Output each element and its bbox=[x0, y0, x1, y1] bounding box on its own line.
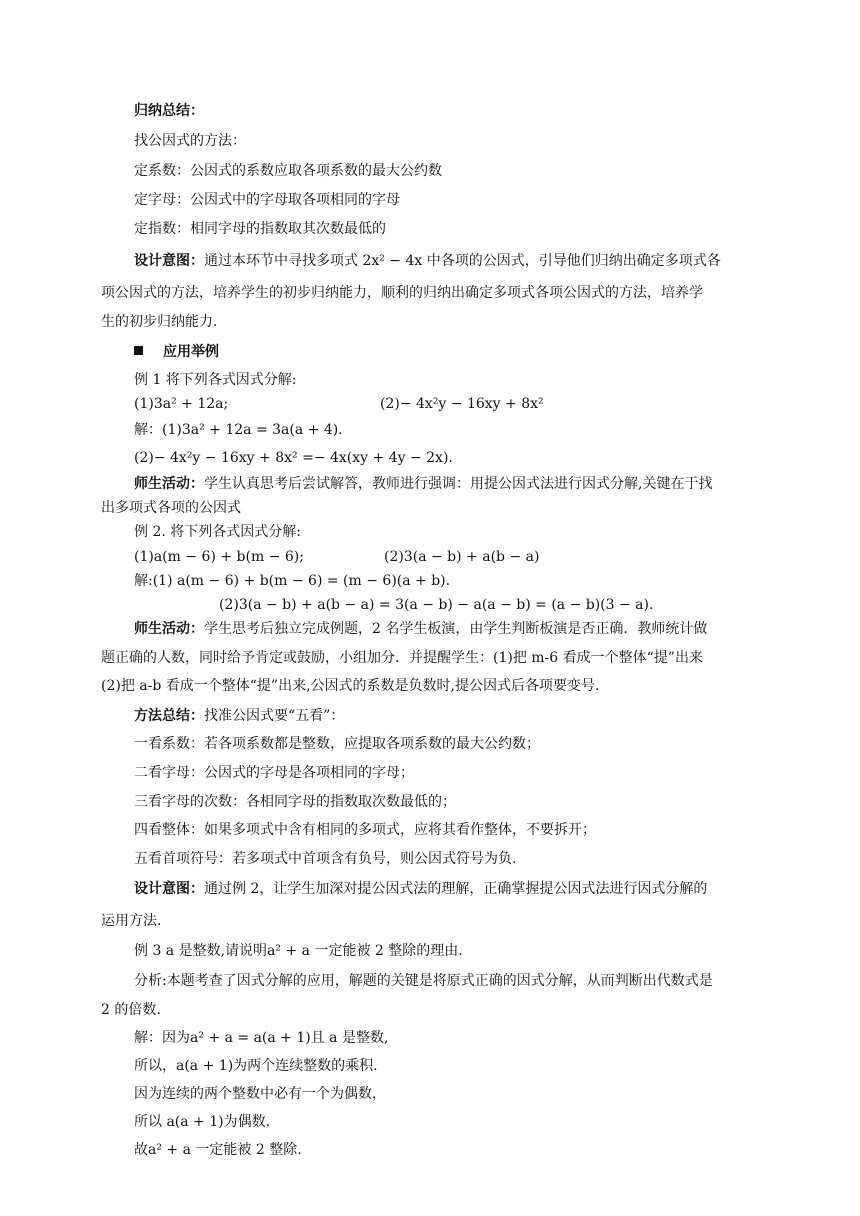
example3-solution5: 故a² + a 一定能被 2 整除. bbox=[134, 1142, 302, 1158]
method-item-4: 四看整体：如果多项式中含有相同的多项式，应将其看作整体，不要拆开； bbox=[134, 822, 596, 838]
example3-solution3: 因为连续的两个整数中必有一个为偶数， bbox=[134, 1086, 386, 1102]
example1-solution1: 解：(1)3a² + 12a = 3a(a + 4). bbox=[134, 422, 343, 438]
activity2-line3: (2)把 a-b 看成一个整体“提”出来,公因式的系数是负数时,提公因式后各项要变号. bbox=[101, 678, 600, 694]
activity-label: 师生活动： bbox=[134, 621, 204, 637]
design-intent-label: 设计意图： bbox=[134, 253, 204, 269]
square-bullet-icon bbox=[134, 346, 143, 355]
example1-q1: (1)3a² + 12a; bbox=[134, 396, 229, 412]
activity2-line2: 题正确的人数，同时给予肯定或鼓励，小组加分．并提醒学生：(1)把 m-6 看成一个整体“提”出来 bbox=[101, 650, 703, 666]
example3-analysis-line1: 分析:本题考查了因式分解的应用，解题的关键是将原式正确的因式分解，从而判断出代数式是 bbox=[134, 973, 713, 989]
example2-title: 例 2. 将下列各式因式分解: bbox=[134, 524, 301, 540]
example1-solution2: (2)− 4x²y − 16xy + 8x² =− 4x(xy + 4y − 2x). bbox=[134, 450, 453, 466]
design-intent-1-line3: 生的初步归纳能力. bbox=[101, 314, 218, 330]
example2-solution1: 解:(1) a(m − 6) + b(m − 6) = (m − 6)(a + b). bbox=[134, 573, 451, 589]
example3-solution4: 所以 a(a + 1)为偶数. bbox=[134, 1114, 271, 1130]
design-intent-2-line1: 设计意图：通过例 2，让学生加深对提公因式法的理解，正确掌握提公因式法进行因式分解的 bbox=[134, 881, 708, 897]
example3-solution2: 所以，a(a + 1)为两个连续整数的乘积. bbox=[134, 1058, 378, 1074]
design-intent-1-line2: 项公因式的方法，培养学生的初步归纳能力，顺利的归纳出确定多项式各项公因式的方法，培养学 bbox=[101, 285, 703, 301]
activity2-line1: 师生活动：学生思考后独立完成例题，2 名学生板演，由学生判断板演是否正确．教师统计做 bbox=[134, 621, 708, 637]
method-summary-line: 方法总结：找准公因式要“五看”： bbox=[134, 708, 345, 724]
activity1-line2: 出多项式各项的公因式 bbox=[101, 500, 241, 516]
method-label: 方法总结： bbox=[134, 708, 204, 724]
example3-title: 例 3 a 是整数,请说明a² + a 一定能被 2 整除的理由. bbox=[134, 943, 463, 959]
example2-q1: (1)a(m − 6) + b(m − 6); bbox=[134, 549, 304, 565]
summary-rule-exponent: 定指数：相同字母的指数取其次数最低的 bbox=[134, 221, 386, 237]
example1-title: 例 1 将下列各式因式分解: bbox=[134, 372, 297, 388]
example3-solution1: 解：因为a² + a = a(a + 1)且 a 是整数, bbox=[134, 1030, 389, 1046]
example1-q2: (2)− 4x²y − 16xy + 8x² bbox=[380, 396, 544, 412]
summary-heading: 归纳总结： bbox=[134, 103, 204, 119]
method-item-3: 三看字母的次数：各相同字母的指数取次数最低的； bbox=[134, 794, 456, 810]
design-intent-label: 设计意图： bbox=[134, 881, 204, 897]
example2-solution2: (2)3(a − b) + a(b − a) = 3(a − b) − a(a − b) = (a − b)(3 − a). bbox=[219, 597, 654, 613]
summary-rule-coefficient: 定系数：公因式的系数应取各项系数的最大公约数 bbox=[134, 163, 442, 179]
method-item-1: 一看系数：若各项系数都是整数，应提取各项系数的最大公约数； bbox=[134, 736, 540, 752]
summary-rule-letter: 定字母：公因式中的字母取各项相同的字母 bbox=[134, 192, 400, 208]
activity1-line1: 师生活动：学生认真思考后尝试解答，教师进行强调：用提公因式法进行因式分解,关键在于找 bbox=[134, 476, 713, 492]
section-title: 应用举例 bbox=[134, 342, 219, 362]
example3-analysis-line2: 2 的倍数. bbox=[101, 1002, 161, 1018]
activity-label: 师生活动： bbox=[134, 476, 204, 492]
method-item-2: 二看字母：公因式的字母是各项相同的字母； bbox=[134, 765, 414, 781]
example2-q2: (2)3(a − b) + a(b − a) bbox=[384, 549, 540, 565]
summary-intro: 找公因式的方法： bbox=[134, 133, 246, 149]
design-intent-1-line1: 设计意图：通过本环节中寻找多项式 2x² − 4x 中各项的公因式，引导他们归纳出确定多项式各 bbox=[134, 253, 721, 269]
design-intent-2-line2: 运用方法. bbox=[101, 913, 162, 929]
method-item-5: 五看首项符号：若多项式中首项含有负号，则公因式符号为负. bbox=[134, 851, 517, 867]
